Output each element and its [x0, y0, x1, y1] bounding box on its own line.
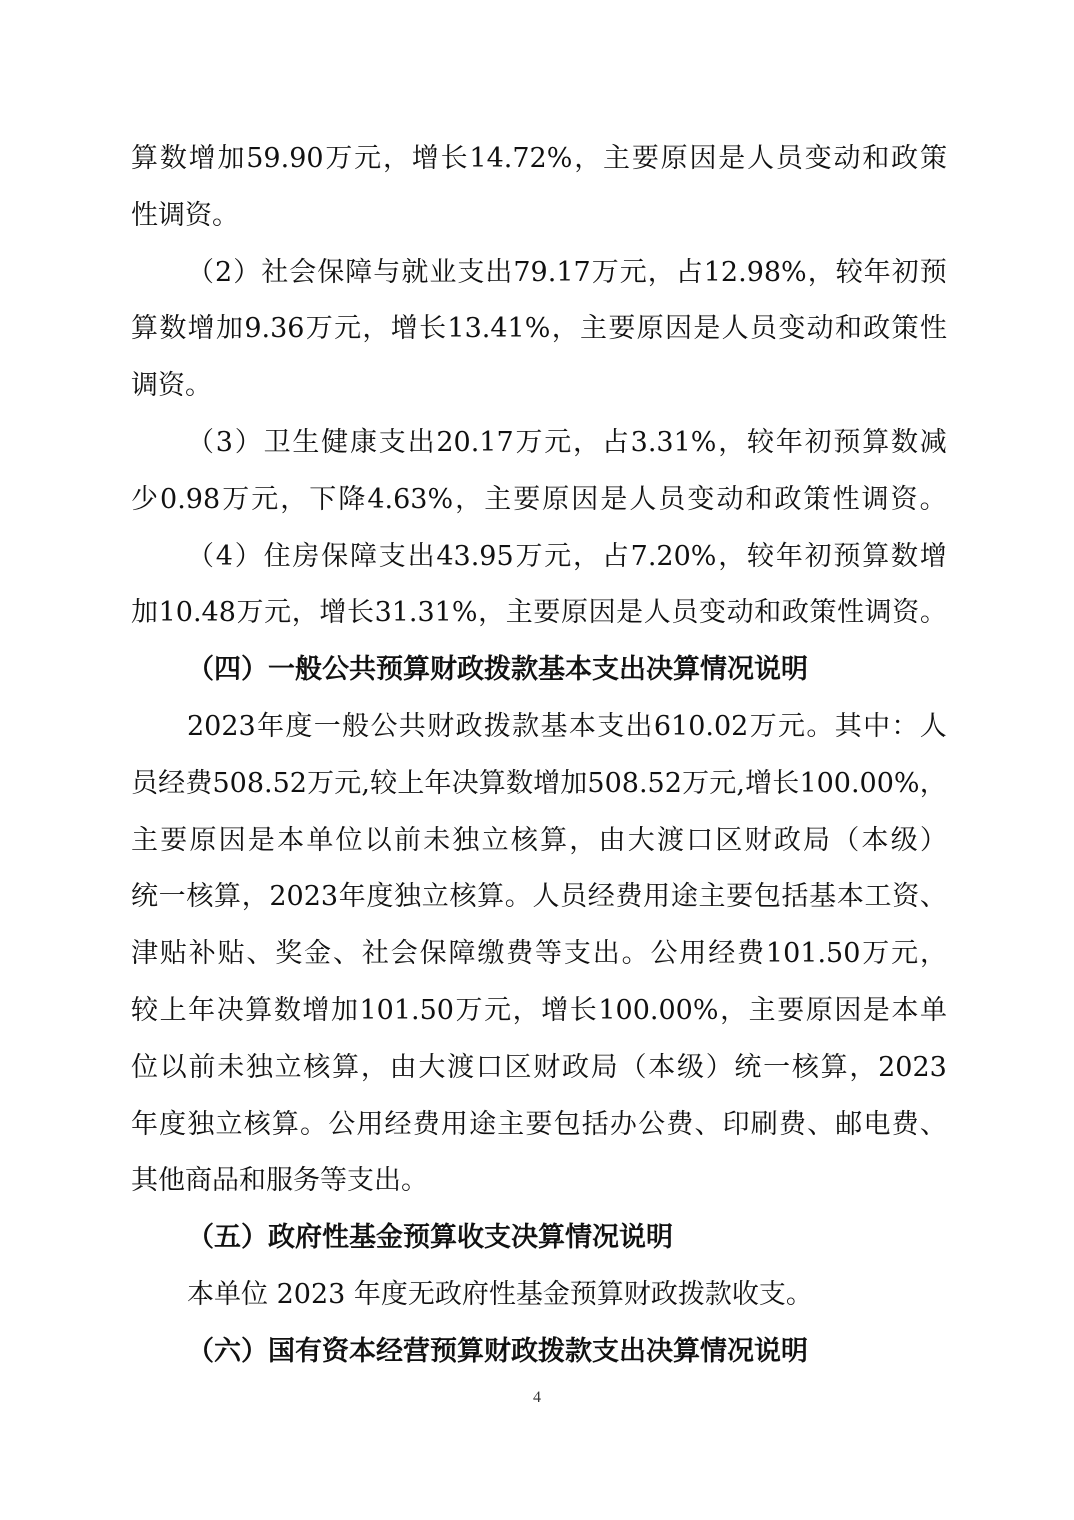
section-heading: （六）国有资本经营预算财政拨款支出决算情况说明 [187, 1335, 808, 1367]
paragraph-line: 位 以 前 未 独 立 核 算 ， 由 大 渡 口 区 财 政 局 （ 本 级 ） 统 一 核 算 ， 2023 [131, 1051, 947, 1083]
paragraph-line: 主 要 原 因 是 本 单 位 以 前 未 独 立 核 算 ， 由 大 渡 口 区 财 政 局 （ 本 级 ） [131, 824, 947, 856]
paragraph-last-line: 其他商品和服务等支出。 [131, 1165, 428, 1197]
paragraph-first-line: 2023 年 度 一 般 公 共 财 政 拨 款 基 本 支 出 610.02 万 元 。 其 中 ： 人 [187, 710, 947, 742]
paragraph-line: 算 数 增 加 9.36 万 元 ， 增 长 13.41% ， 主 要 原 因 是 人 员 变 动 和 政 策 性 [131, 313, 947, 345]
paragraph-first-line: （ 4 ） 住 房 保 障 支 出 43.95 万 元 ， 占 7.20% ， 较 年 初 预 算 数 增 [187, 540, 947, 572]
paragraph-line: 加 10.48 万 元 ， 增 长 31.31% ， 主 要 原 因 是 人 员 变 动 和 政 策 性 调 资 。 [131, 597, 947, 629]
paragraph-line: 津 贴 补 贴 、 奖 金 、 社 会 保 障 缴 费 等 支 出 。 公 用 经 费 101.50 万 元 ， [131, 938, 947, 970]
section-heading: （五）政府性基金预算收支决算情况说明 [187, 1222, 673, 1254]
paragraph-line: 较 上 年 决 算 数 增 加 101.50 万 元 ， 增 长 100.00% ， 主 要 原 因 是 本 单 [131, 994, 947, 1026]
document-body [131, 131, 947, 1381]
paragraph-line: 算 数 增 加 59.90 万 元 ， 增 长 14.72% ， 主 要 原 因 是 人 员 变 动 和 政 策 [131, 143, 947, 174]
section-heading: （四）一般公共预算财政拨款基本支出决算情况说明 [187, 654, 808, 686]
paragraph-line: 员 经 费 508.52 万 元 , 较 上 年 决 算 数 增 加 508.52 万 元 , 增 长 100.00% ， [131, 767, 947, 799]
paragraph-last-line: 调资。 [131, 370, 212, 402]
paragraph-line: 年 度 独 立 核 算 。 公 用 经 费 用 途 主 要 包 括 办 公 费 、 印 刷 费 、 邮 电 费 、 [131, 1108, 947, 1140]
page-number: 4 [533, 1389, 541, 1406]
paragraph-line: 统 一 核 算 ， 2023 年 度 独 立 核 算 。 人 员 经 费 用 途 主 要 包 括 基 本 工 资 、 [131, 881, 947, 913]
paragraph-line: 少 0.98 万 元 ， 下 降 4.63% ， 主 要 原 因 是 人 员 变 动 和 政 策 性 调 资 。 [131, 483, 947, 515]
paragraph-first-line: 本单位 2023 年度无政府性基金预算财政拨款收支。 [187, 1278, 813, 1310]
paragraph-first-line: （ 3 ） 卫 生 健 康 支 出 20.17 万 元 ， 占 3.31% ， 较 年 初 预 算 数 减 [187, 426, 947, 458]
paragraph-first-line: （ 2 ） 社 会 保 障 与 就 业 支 出 79.17 万 元 ， 占 12.98% ， 较 年 初 预 [187, 256, 947, 288]
paragraph-last-line: 性调资。 [131, 199, 239, 231]
